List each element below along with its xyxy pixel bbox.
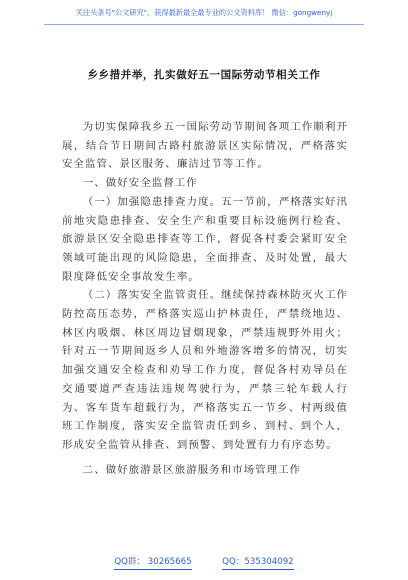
document-body — [62, 118, 348, 479]
intro-paragraph: 为切实保障我乡五一国际劳动节期间各项工作顺利开展，结合节日期间古路村旅游景区实际情况，严格落实安全监管、景区服务、廉洁过节等工作。 — [62, 121, 348, 171]
header-banner: 关注头条号"公文研究"，获得最新最全最专业的公文资料库！ 微信：gongwenyj — [75, 8, 333, 17]
header-divider — [44, 24, 364, 25]
section-2-heading: 二、做好旅游景区旅游服务和市场管理工作 — [82, 463, 302, 476]
section-1-heading: 一、做好安全监督工作 — [82, 177, 198, 190]
paragraph-1: （一）加强隐患排查力度。五一节前，严格落实好汛前地灾隐患排查、安全生产和重要目标设施例行检查、旅游景区安全隐患排查等工作，督促各村委会紧盯安全领域可能出现的风险隐患，全面排查、及时处置，最大限度降低安全事故发生率。 — [62, 195, 348, 283]
document-title: 乡乡措并举，扎实做好五一国际劳动节相关工作 — [87, 69, 321, 81]
paragraph-2: （二）落实安全监管责任。继续保持森林防灭火工作防控高压态势，严格落实巡山护林责任，严禁绕地边、林区内吸烟、林区周边冒烟现象，严禁违规野外用火；针对五一节期间返乡人员和外地游客增多的情况，切实加强交通安全检查和劝导工作力度，督促各村劝导员在交通要道严查违法违规驾驶行为，严禁三轮车载人行为、客车货车超载行为，严格落实五一节乡、村两级值班工作制度，落实安全监管责任到乡、到村、到个人，形成安全监管从排查、到预警、到处置有力有序态势。 — [62, 289, 348, 451]
footer — [0, 556, 408, 570]
footer-qq: QQ：535304092 — [222, 556, 293, 570]
footer-qq-group: QQ群： 30265665 — [114, 556, 191, 570]
